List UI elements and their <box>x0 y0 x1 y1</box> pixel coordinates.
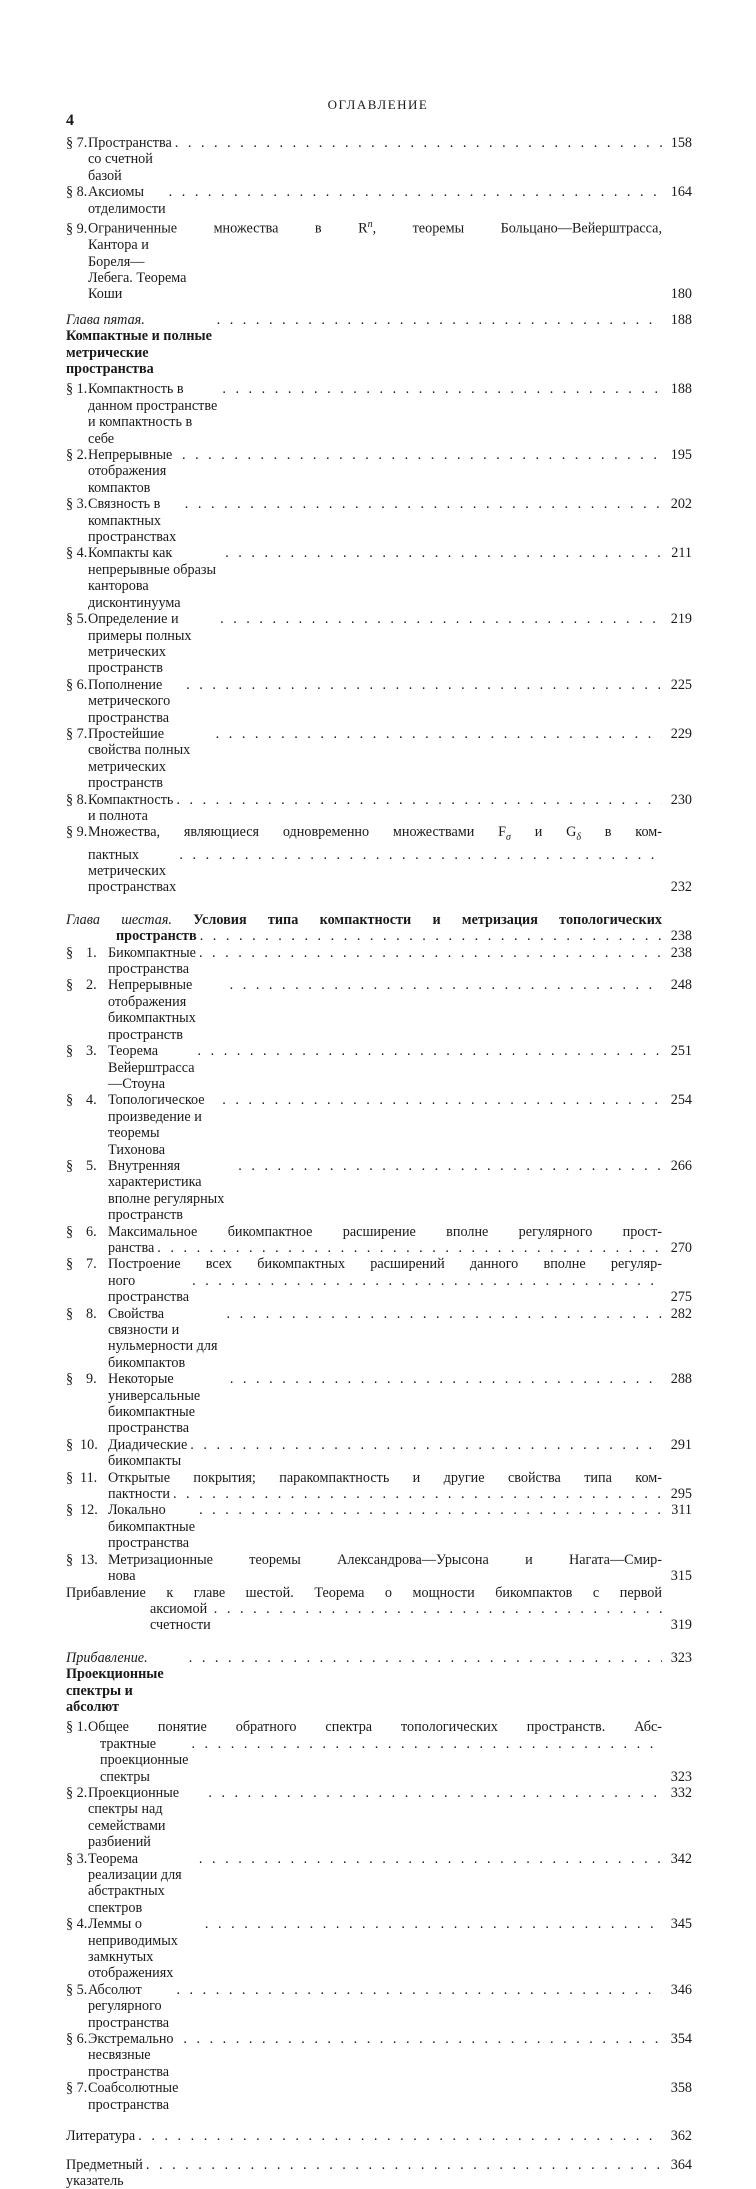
entry-title-line2: ного пространства <box>108 1273 189 1306</box>
toc-entry[interactable]: § 4. Топологическое произведение и теоремы Тихонова . . . 254 <box>66 1092 692 1158</box>
entry-title-line2: нова <box>108 1568 136 1584</box>
entry-page: 345 <box>662 1916 692 1932</box>
running-head: ОГЛАВЛЕНИЕ <box>0 97 756 113</box>
entry-page: 362 <box>662 2128 692 2144</box>
section-mark: § <box>66 977 86 993</box>
toc-entry[interactable] <box>66 1719 692 1785</box>
toc-entry-literature[interactable] <box>66 2128 692 2144</box>
page-number: 4 <box>66 112 74 130</box>
toc-entry[interactable] <box>66 217 692 303</box>
section-mark: § 1. <box>66 1719 88 1735</box>
chapter-heading[interactable] <box>66 312 692 378</box>
entry-title: Пространства со счетной базой <box>88 135 172 184</box>
toc-entry[interactable]: § 11. Открытые покрытия; паракомпактность и другие свойства типа ком- пактности . . . 295 <box>66 1470 692 1503</box>
entry-page: 315 <box>662 1568 692 1584</box>
entry-title: Пополнение метрического пространства <box>88 677 183 726</box>
section-mark: § 4. <box>66 1916 88 1932</box>
entry-title: Непрерывные отображения бикомпактных пространств <box>108 977 227 1043</box>
entry-page: 195 <box>662 447 692 463</box>
entry-page: 291 <box>662 1437 692 1453</box>
entry-title: Леммы о неприводимых замкнутых отображениях <box>88 1916 202 1982</box>
chapter-page: 188 <box>662 312 692 328</box>
entry-title: Соабсолютные пространства <box>88 2080 178 2113</box>
section-mark: § <box>66 1502 80 1518</box>
toc-entry[interactable]: § 9. Некоторые универсальные бикомпактные пространства . . . 288 <box>66 1371 692 1437</box>
entry-title-line1: Множества, являющиеся одновременно множествами $F_\sigma$ и $G_\delta$ в ком- <box>88 824 662 846</box>
toc-entry[interactable]: § 5. Внутренняя характеристика вполне регулярных пространств . . . 266 <box>66 1158 692 1224</box>
toc-entry[interactable]: § 13. Метризационные теоремы Александрова—Урысона и Нагата—Смир- нова 315 <box>66 1552 692 1585</box>
entry-page: 311 <box>662 1502 692 1518</box>
entry-title: Компактность в данном пространстве и компактность в себе <box>88 381 219 447</box>
section-mark: § <box>66 1437 80 1453</box>
entry-title: Компакты как непрерывные образы канторова дисконтинуума <box>88 545 222 611</box>
entry-page: 180 <box>662 286 692 302</box>
section-mark: § <box>66 1256 86 1272</box>
toc-entry[interactable]: § 7. Построение всех бикомпактных расширений данного вполне регуляр- ного пространства . . . 275 <box>66 1256 692 1305</box>
entry-title: Экстремально несвязные пространства <box>88 2031 180 2080</box>
entry-title: Топологическое произведение и теоремы Тихонова <box>108 1092 219 1158</box>
entry-title-line2: пактности <box>108 1486 170 1502</box>
toc-entry[interactable] <box>66 1916 692 1982</box>
appendix-label: Прибавление. <box>66 1650 148 1666</box>
entry-title-line1: Общее понятие обратного спектра топологических пространств. Абс- <box>88 1719 662 1735</box>
section-mark: § 1. <box>66 381 88 397</box>
toc-entry-subject-index[interactable] <box>66 2157 692 2189</box>
chapter-title-line2: пространств <box>116 928 197 944</box>
entry-title-line2: ранства <box>108 1240 154 1256</box>
entry-page: 288 <box>662 1371 692 1387</box>
entry-page: 164 <box>662 184 692 200</box>
entry-page: 202 <box>662 496 692 512</box>
section-mark: § 6. <box>66 2031 88 2047</box>
chapter-label: Глава пятая. <box>66 312 145 328</box>
entry-page: 282 <box>662 1306 692 1322</box>
table-of-contents <box>66 135 692 2189</box>
chapter-heading[interactable] <box>66 912 692 945</box>
entry-title: Литература <box>66 2128 135 2144</box>
appendix-title: Проекционные спектры и абсолют <box>66 1666 164 1715</box>
entry-title-line1: Максимальное бикомпактное расширение вполне регулярного прост- <box>108 1224 662 1240</box>
entry-page: 346 <box>662 1982 692 1998</box>
entry-page: 332 <box>662 1785 692 1801</box>
entry-page: 364 <box>662 2157 692 2173</box>
entry-title: Теорема реализации для абстрактных спектров <box>88 1851 196 1917</box>
entry-title: Свойства связности и нульмерности для бикомпактов <box>108 1306 223 1372</box>
toc-entry[interactable]: § 1. Бикомпактные пространства . . . 238 <box>66 945 692 978</box>
toc-entry[interactable]: § 10. Диадические бикомпакты . . . 291 <box>66 1437 692 1470</box>
entry-page: 188 <box>662 381 692 397</box>
chapter-title: Условия типа компактности и метризация топологических <box>193 912 662 928</box>
entry-page: 254 <box>662 1092 692 1108</box>
entry-title-line2: Кантора и Бореля—Лебега. Теорема Коши <box>88 237 187 303</box>
entry-page: 354 <box>662 2031 692 2047</box>
entry-title-line1: Открытые покрытия; паракомпактность и другие свойства типа ком- <box>108 1470 662 1486</box>
entry-title: Проекционные спектры над семействами разбиений <box>88 1785 205 1851</box>
entry-page: 319 <box>662 1617 692 1633</box>
entry-title-line2: аксиомой счетности <box>150 1601 211 1634</box>
section-mark: § 5. <box>66 1982 88 1998</box>
entry-title: Внутренняя характеристика вполне регулярных пространств <box>108 1158 235 1224</box>
section-mark: § <box>66 1158 86 1174</box>
toc-entry[interactable] <box>66 2080 692 2113</box>
entry-title: Аксиомы отделимости <box>88 184 166 217</box>
entry-title: Предметный указатель <box>66 2157 143 2189</box>
entry-page: 270 <box>662 1240 692 1256</box>
entry-page: 225 <box>662 677 692 693</box>
toc-entry[interactable] <box>66 792 692 825</box>
entry-page: 211 <box>662 545 692 561</box>
section-mark: § <box>66 1470 80 1486</box>
section-mark: § 6. <box>66 677 88 693</box>
toc-entry[interactable]: § 6. Максимальное бикомпактное расширение вполне регулярного прост- ранства . . . 270 <box>66 1224 692 1257</box>
toc-entry[interactable] <box>66 135 692 184</box>
entry-page: 275 <box>662 1289 692 1305</box>
entry-page: 251 <box>662 1043 692 1059</box>
entry-page: 232 <box>662 879 692 895</box>
entry-title: Компактность и полнота <box>88 792 173 825</box>
chapter-label: Глава шестая. <box>66 912 172 928</box>
entry-title-line1: Ограниченные множества в $R^n$, теоремы Больцано—Вейерштрасса, <box>88 217 662 237</box>
toc-entry-addendum[interactable] <box>66 1585 692 1634</box>
entry-title-line2: трактные проекционные спектры <box>100 1736 188 1785</box>
toc-entry[interactable] <box>66 677 692 726</box>
toc-entry[interactable] <box>66 447 692 496</box>
section-mark: § 2. <box>66 1785 88 1801</box>
toc-entry[interactable]: § 3. Теорема Вейерштрасса—Стоуна . . . 251 <box>66 1043 692 1092</box>
entry-title-line1: Прибавление к главе шестой. Теорема о мощности бикомпактов с первой <box>66 1585 662 1601</box>
toc-entry[interactable] <box>66 496 692 545</box>
entry-page: 358 <box>662 2080 692 2096</box>
toc-entry[interactable] <box>66 611 692 677</box>
section-mark: § 3. <box>66 1851 88 1867</box>
entry-title: Некоторые универсальные бикомпактные пространства <box>108 1371 227 1437</box>
section-mark: § <box>66 1043 86 1059</box>
section-mark: § 9. <box>66 221 88 237</box>
entry-title: Теорема Вейерштрасса—Стоуна <box>108 1043 195 1092</box>
section-mark: § 7. <box>66 2080 88 2096</box>
toc-entry[interactable] <box>66 1785 692 1851</box>
entry-page: 323 <box>662 1769 692 1785</box>
section-mark: § <box>66 1371 86 1387</box>
section-mark: § 5. <box>66 611 88 627</box>
section-mark: § 8. <box>66 184 88 200</box>
entry-title: Связность в компактных пространствах <box>88 496 182 545</box>
toc-entry[interactable]: § 8. Свойства связности и нульмерности для бикомпактов . . . 282 <box>66 1306 692 1372</box>
entry-title-line1: Метризационные теоремы Александрова—Урысона и Нагата—Смир- <box>108 1552 662 1568</box>
entry-page: 266 <box>662 1158 692 1174</box>
entry-page: 295 <box>662 1486 692 1502</box>
toc-entry[interactable] <box>66 184 692 217</box>
entry-page: 248 <box>662 977 692 993</box>
section-mark: § 9. <box>66 824 88 840</box>
entry-title: Бикомпактные пространства <box>108 945 196 978</box>
toc-entry[interactable] <box>66 824 692 895</box>
toc-entry[interactable]: § 12. Локально бикомпактные пространства . . . 311 <box>66 1502 692 1551</box>
entry-title: Определение и примеры полных метрических пространств <box>88 611 217 677</box>
section-mark: § 7. <box>66 135 88 151</box>
section-mark: § <box>66 1306 86 1322</box>
section-mark: § 8. <box>66 792 88 808</box>
toc-entry[interactable] <box>66 726 692 792</box>
toc-entry[interactable] <box>66 1982 692 2031</box>
toc-entry[interactable]: § 2. Непрерывные отображения бикомпактных пространств . . . 248 <box>66 977 692 1043</box>
entry-title-line2: пактных метрических пространствах <box>88 847 176 896</box>
section-mark: § <box>66 945 86 961</box>
entry-title: Абсолют регулярного пространства <box>88 1982 173 2031</box>
entry-title: Диадические бикомпакты <box>108 1437 187 1470</box>
chapter-heading[interactable] <box>66 1650 692 1716</box>
section-mark: § <box>66 1092 86 1108</box>
section-mark: § 2. <box>66 447 88 463</box>
entry-page: 230 <box>662 792 692 808</box>
entry-title-line1: Построение всех бикомпактных расширений данного вполне регуляр- <box>108 1256 662 1272</box>
chapter-page: 323 <box>662 1650 692 1666</box>
entry-page: 238 <box>662 945 692 961</box>
entry-page: 229 <box>662 726 692 742</box>
toc-entry[interactable] <box>66 381 692 447</box>
section-mark: § 3. <box>66 496 88 512</box>
chapter-title: Компактные и полные метрические пространства <box>66 328 212 377</box>
entry-title: Локально бикомпактные пространства <box>108 1502 196 1551</box>
section-mark: § <box>66 1552 80 1568</box>
entry-page: 158 <box>662 135 692 151</box>
entry-page: 342 <box>662 1851 692 1867</box>
entry-page: 219 <box>662 611 692 627</box>
toc-entry[interactable] <box>66 1851 692 1917</box>
chapter-page: 238 <box>662 928 692 944</box>
entry-title: Непрерывные отображения компактов <box>88 447 179 496</box>
section-mark: § 4. <box>66 545 88 561</box>
toc-entry[interactable] <box>66 545 692 611</box>
section-mark: § 7. <box>66 726 88 742</box>
section-mark: § <box>66 1224 86 1240</box>
entry-title: Простейшие свойства полных метрических пространств <box>88 726 213 792</box>
toc-entry[interactable] <box>66 2031 692 2080</box>
